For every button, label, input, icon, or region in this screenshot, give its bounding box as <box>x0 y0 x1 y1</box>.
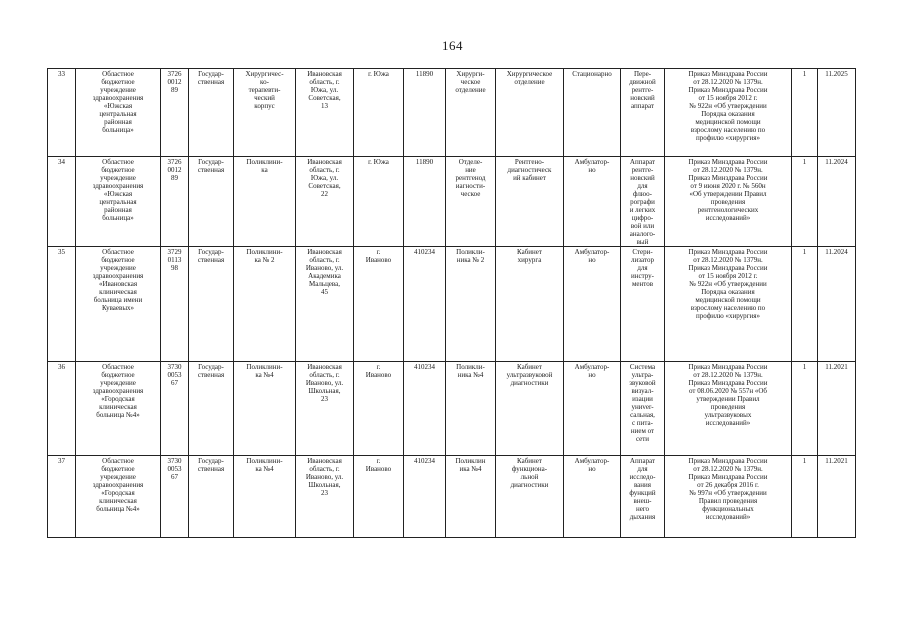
ownership-form: Государ- ственная <box>189 247 234 362</box>
row-number: 33 <box>48 69 76 157</box>
division-name: Поликлини- ка №4 <box>234 456 296 538</box>
quantity: 1 <box>792 69 818 157</box>
delivery-date: 11.2021 <box>818 456 856 538</box>
equipment: Аппарат рентге- новский для флюо- рографи и легких цифро- вой или аналого- вый <box>621 157 665 247</box>
delivery-date: 11.2021 <box>818 362 856 456</box>
city: г. Иваново <box>354 247 404 362</box>
row-number: 37 <box>48 456 76 538</box>
care-form: Амбулатор- но <box>564 157 621 247</box>
inn-code: 3730 0053 67 <box>161 456 189 538</box>
regulatory-order: Приказ Минздрава России от 28.12.2020 № 1379н. Приказ Минздрава России от 15 ноября 2012 г. № 922н «Об утверждении Порядка оказания медицинской помощи взрослому населению по профилю «хирургия» <box>665 69 792 157</box>
postal-index: 11890 <box>404 157 446 247</box>
department: Поликли- ника №4 <box>446 362 496 456</box>
inn-code: 3730 0053 67 <box>161 362 189 456</box>
ownership-form: Государ- ственная <box>189 456 234 538</box>
postal-index: 11890 <box>404 69 446 157</box>
care-form: Стационарно <box>564 69 621 157</box>
unit: Рентгено- диагностическ ий кабинет <box>496 157 564 247</box>
equipment: Система ультра- звуковой визуал- изации униver- сальная, с пита- нием от сети <box>621 362 665 456</box>
row-number: 36 <box>48 362 76 456</box>
postal-index: 410234 <box>404 247 446 362</box>
care-form: Амбулатор- но <box>564 247 621 362</box>
regulatory-order: Приказ Минздрава России от 28.12.2020 № 1379н. Приказ Минздрава России от 15 ноября 2012 г. № 922н «Об утверждении Порядка оказания медицинской помощи взрослому населению по профилю «хирургия» <box>665 247 792 362</box>
equipment: Пере- движной рентге- новский аппарат <box>621 69 665 157</box>
regulatory-order: Приказ Минздрава России от 28.12.2020 № 1379н. Приказ Минздрава России от 08.06.2020 № 557н «Об утверждении Правил проведения ультразвуковых исследований» <box>665 362 792 456</box>
unit: Кабинет хирурга <box>496 247 564 362</box>
address: Ивановская область, г. Южа, ул. Советская, 13 <box>296 69 354 157</box>
regulatory-order: Приказ Минздрава России от 28.12.2020 № 1379н. Приказ Минздрава России от 9 июня 2020 г. № 560н «Об утверждении Правил проведения рентгенологических исследований» <box>665 157 792 247</box>
unit: Хирургическое отделение <box>496 69 564 157</box>
regulatory-order: Приказ Минздрава России от 28.12.2020 № 1379н. Приказ Минздрава России от 26 декабря 2016 г. № 997н «Об утверждении Правил проведения функциональных исследований» <box>665 456 792 538</box>
equipment: Аппарат для исследо- вания функций внеш- него дыхания <box>621 456 665 538</box>
ownership-form: Государ- ственная <box>189 157 234 247</box>
equipment-registry-table <box>47 68 856 538</box>
division-name: Поликлини- ка <box>234 157 296 247</box>
city: г. Иваново <box>354 362 404 456</box>
department: Поликли- ника № 2 <box>446 247 496 362</box>
postal-index: 410234 <box>404 362 446 456</box>
address: Ивановская область, г. Иваново, ул. Академика Мальцева, 45 <box>296 247 354 362</box>
division-name: Хирургичес- ко- терапевти- ческий корпус <box>234 69 296 157</box>
quantity: 1 <box>792 157 818 247</box>
delivery-date: 11.2024 <box>818 157 856 247</box>
department: Поликлин ика №4 <box>446 456 496 538</box>
postal-index: 410234 <box>404 456 446 538</box>
city: г. Южа <box>354 157 404 247</box>
address: Ивановская область, г. Иваново, ул. Школьная, 23 <box>296 456 354 538</box>
delivery-date: 11.2024 <box>818 247 856 362</box>
unit: Кабинет функциона- льной диагностики <box>496 456 564 538</box>
organization-name: Областное бюджетное учреждение здравоохранения «Городская клиническая больница №4» <box>76 456 161 538</box>
ownership-form: Государ- ственная <box>189 69 234 157</box>
city: г. Южа <box>354 69 404 157</box>
organization-name: Областное бюджетное учреждение здравоохранения «Городская клиническая больница №4» <box>76 362 161 456</box>
organization-name: Областное бюджетное учреждение здравоохранения «Южская центральная районная больница» <box>76 157 161 247</box>
quantity: 1 <box>792 247 818 362</box>
table-row <box>48 69 856 157</box>
table-row <box>48 157 856 247</box>
table-row <box>48 247 856 362</box>
row-number: 35 <box>48 247 76 362</box>
care-form: Амбулатор- но <box>564 362 621 456</box>
table-row <box>48 456 856 538</box>
division-name: Поликлини- ка №4 <box>234 362 296 456</box>
care-form: Амбулатор- но <box>564 456 621 538</box>
table-row <box>48 362 856 456</box>
page-number: 164 <box>442 38 463 53</box>
address: Ивановская область, г. Южа, ул. Советская, 22 <box>296 157 354 247</box>
unit: Кабинет ультразвуковой диагностики <box>496 362 564 456</box>
division-name: Поликлини- ка № 2 <box>234 247 296 362</box>
organization-name: Областное бюджетное учреждение здравоохранения «Ивановская клиническая больница имени Куваевых» <box>76 247 161 362</box>
delivery-date: 11.2025 <box>818 69 856 157</box>
row-number: 34 <box>48 157 76 247</box>
department: Отделе- ние рентгенод иагности- ческое <box>446 157 496 247</box>
inn-code: 3726 0012 89 <box>161 69 189 157</box>
quantity: 1 <box>792 362 818 456</box>
inn-code: 3729 0113 98 <box>161 247 189 362</box>
inn-code: 3726 0012 89 <box>161 157 189 247</box>
city: г. Иваново <box>354 456 404 538</box>
ownership-form: Государ- ственная <box>189 362 234 456</box>
department: Хирурги- ческое отделение <box>446 69 496 157</box>
quantity: 1 <box>792 456 818 538</box>
organization-name: Областное бюджетное учреждение здравоохранения «Южская центральная районная больница» <box>76 69 161 157</box>
equipment: Стери- лизатор для инстру- ментов <box>621 247 665 362</box>
address: Ивановская область, г. Иваново, ул. Школьная, 23 <box>296 362 354 456</box>
